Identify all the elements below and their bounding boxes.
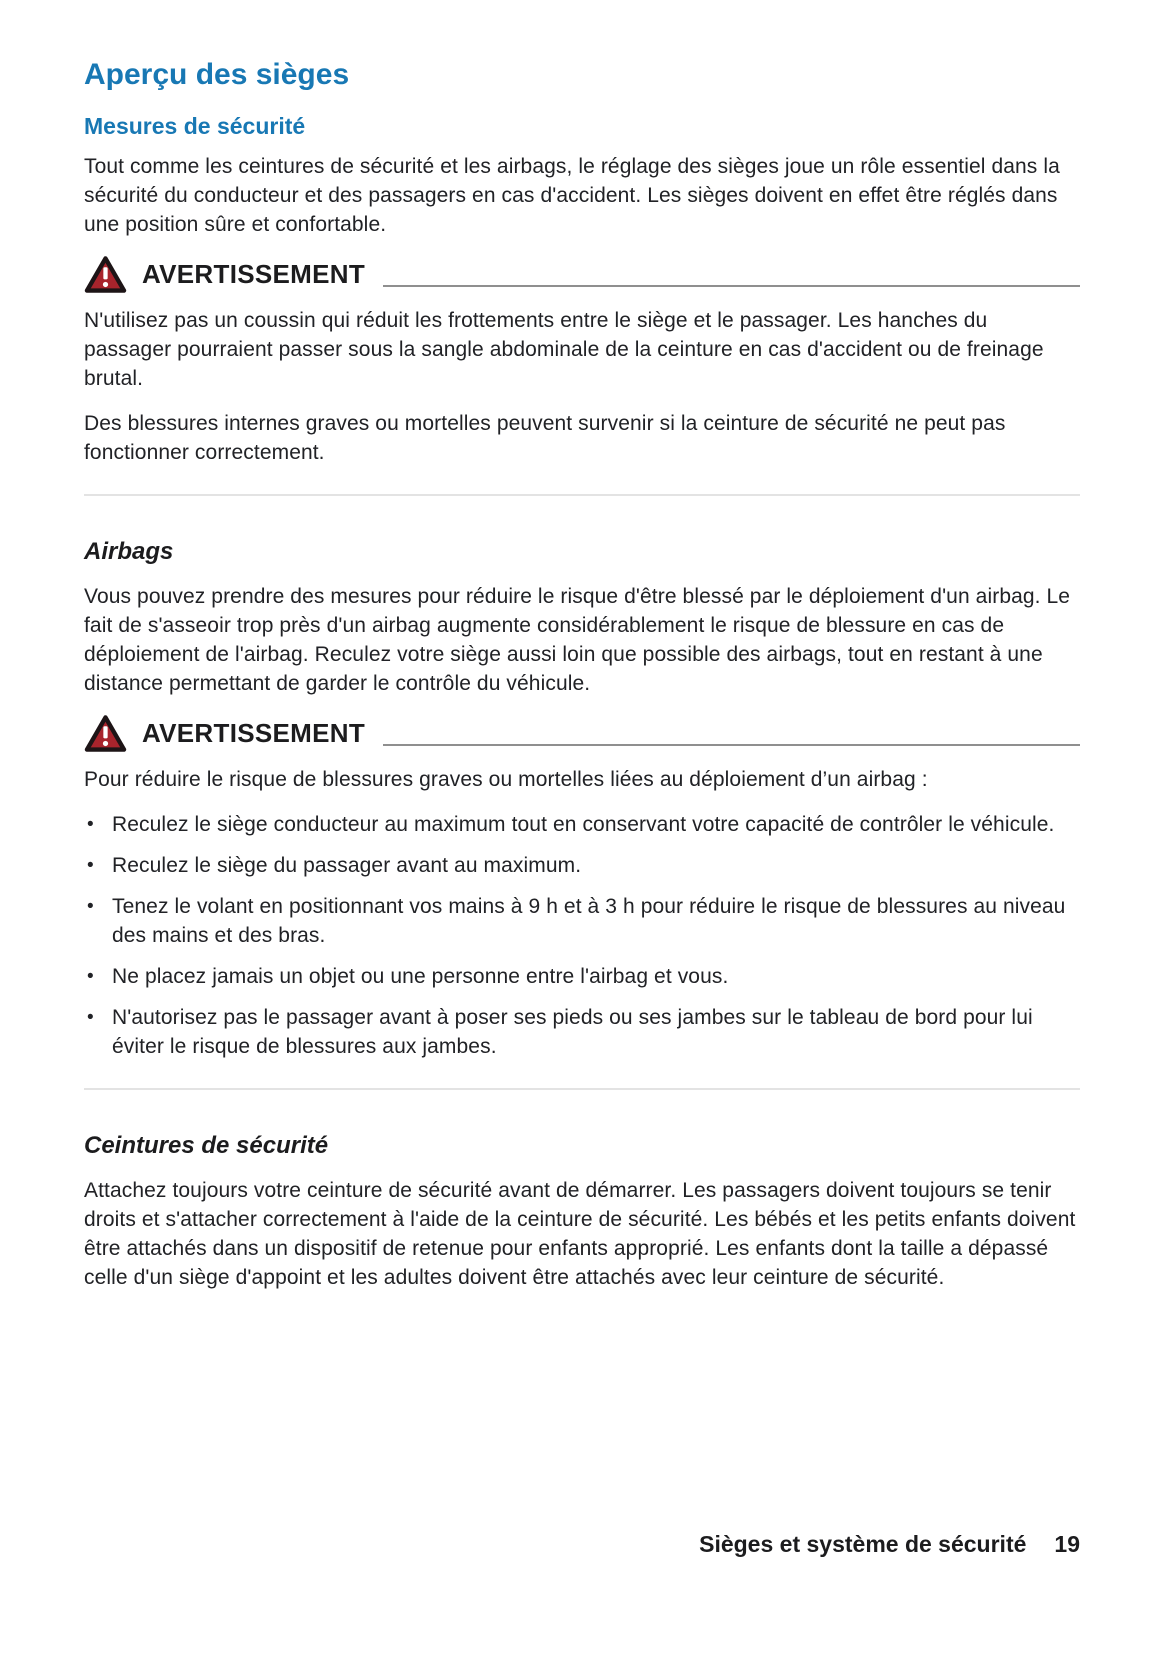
warning2-intro: Pour réduire le risque de blessures graves ou mortelles liées au déploiement d’un airbag : <box>84 768 928 792</box>
warning-rule-line <box>383 285 1080 287</box>
warning-header-1 <box>84 255 1080 294</box>
warning-triangle-icon <box>84 714 127 753</box>
section-heading-safety-measures: Mesures de sécurité <box>84 113 306 139</box>
seatbelts-paragraph: Attachez toujours votre ceinture de sécurité avant de démarrer. Les passagers doivent toujours se tenir droits et s'attacher correctement à l'aide de la ceinture de sécurité. Les bébés et les petits enfants doivent être attachés dans un dispositif de retenue pour enfants approprié. Les enfants dont la taille a dépassé celle d'un siège d'appoint et les adultes doivent être attachés avec leur ceinture de sécurité. <box>84 1178 1076 1289</box>
airbags-paragraph: Vous pouvez prendre des mesures pour réduire le risque d'être blessé par le déploiement d'un airbag. Le fait de s'asseoir trop près d'un airbag augmente considérablement le risque de blessure en cas de déploiement de l'airbag. Reculez votre siège aussi loin que possible des airbags, tout en restant à une distance permettant de garder le contrôle du véhicule. <box>84 585 1071 696</box>
page-footer <box>699 1531 1080 1558</box>
warning-triangle-icon <box>84 255 127 294</box>
section-divider <box>84 1088 1080 1090</box>
warning-rule-line <box>383 744 1080 746</box>
footer-page-number: 19 <box>1054 1531 1080 1557</box>
list-item: • Reculez le siège conducteur au maximum tout en conservant votre capacité de contrôler le véhicule. <box>84 810 1080 839</box>
page-title: Aperçu des sièges <box>84 58 350 91</box>
warning-label: AVERTISSEMENT <box>142 718 365 749</box>
page-content <box>84 58 1080 1308</box>
list-item: • Reculez le siège du passager avant au maximum. <box>84 851 1080 880</box>
footer-chapter-title: Sièges et système de sécurité <box>699 1531 1027 1557</box>
list-item: • Tenez le volant en positionnant vos mains à 9 h et à 3 h pour réduire le risque de blessures au niveau des mains et des bras. <box>84 892 1080 950</box>
list-item: • Ne placez jamais un objet ou une personne entre l'airbag et vous. <box>84 962 1080 991</box>
warning1-paragraph-2: Des blessures internes graves ou mortelles peuvent survenir si la ceinture de sécurité ne peut pas fonctionner correctement. <box>84 412 1006 465</box>
warning-header-2 <box>84 714 1080 753</box>
intro-paragraph: Tout comme les ceintures de sécurité et les airbags, le réglage des sièges joue un rôle essentiel dans la sécurité du conducteur et des passagers en cas d'accident. Les sièges doivent en effet être réglés dans une position sûre et confortable. <box>84 155 1060 237</box>
airbag-warning-bullet-list <box>84 810 1080 1061</box>
warning-label: AVERTISSEMENT <box>142 259 365 290</box>
warning1-paragraph-1: N'utilisez pas un coussin qui réduit les frottements entre le siège et le passager. Les hanches du passager pourraient passer sous la sangle abdominale de la ceinture en cas d'accident ou de freinage brutal. <box>84 309 1044 391</box>
subsection-heading-seatbelts: Ceintures de sécurité <box>84 1132 329 1160</box>
subsection-heading-airbags: Airbags <box>84 538 174 566</box>
list-item: • N'autorisez pas le passager avant à poser ses pieds ou ses jambes sur le tableau de bord pour lui éviter le risque de blessures aux jambes. <box>84 1003 1080 1061</box>
section-divider <box>84 494 1080 496</box>
